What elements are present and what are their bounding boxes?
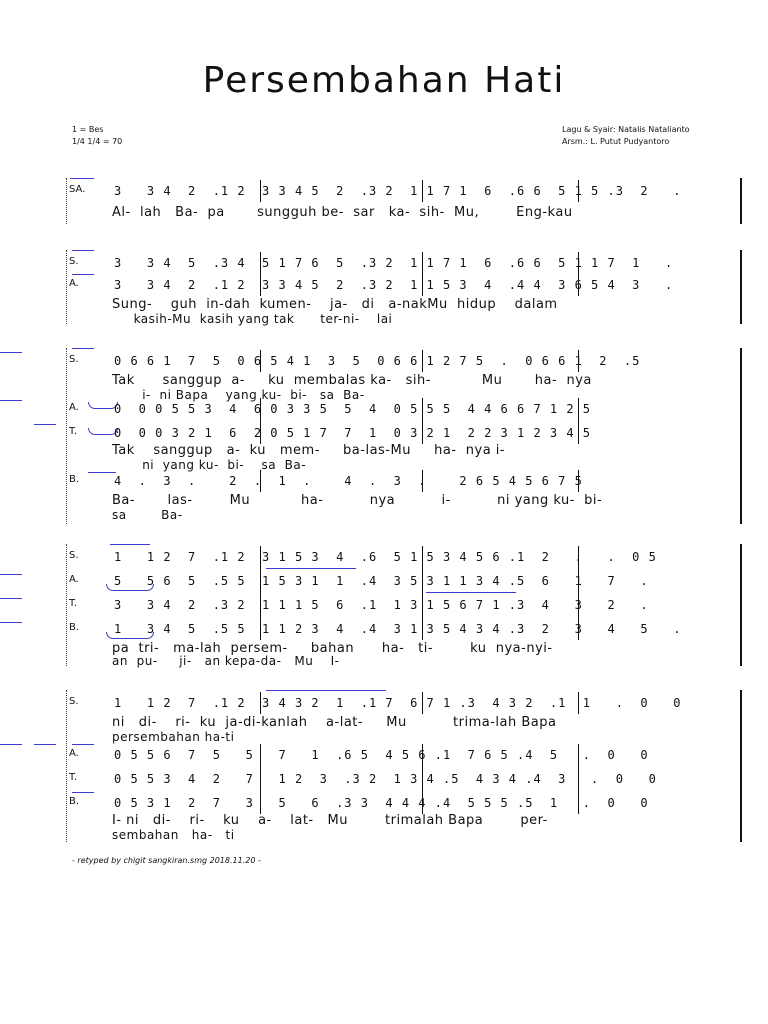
barline bbox=[260, 546, 261, 640]
slur-mark bbox=[426, 592, 516, 593]
voice-label: T. bbox=[69, 426, 78, 437]
slur-mark bbox=[266, 568, 356, 569]
system-5 bbox=[66, 690, 742, 842]
staff-row-alto bbox=[66, 572, 742, 590]
slur-mark bbox=[72, 348, 94, 349]
staff-row-soprano bbox=[66, 254, 742, 272]
note-sequence: 3 3 4 2 .1 2 3 3 4 5 2 .3 2 1 1 7 1 6 .6 6 5 1 5 .3 2 . bbox=[114, 184, 682, 198]
barline bbox=[422, 252, 423, 296]
lyric-line: an pu- ji- an kepa-da- Mu I- bbox=[112, 654, 340, 668]
margin-mark bbox=[34, 744, 56, 745]
note-sequence: 0 5 5 6 7 5 5 7 1 .6 5 4 5 6 .1 7 6 5 .4 5 . 0 0 bbox=[114, 748, 649, 762]
voice-label: S. bbox=[69, 256, 79, 267]
lyric-line: kasih-Mu kasih yang tak ter-ni- lai bbox=[112, 312, 393, 326]
voice-label: A. bbox=[69, 748, 79, 759]
voice-label: A. bbox=[69, 278, 79, 289]
slur-mark bbox=[266, 690, 386, 691]
system-bracket bbox=[66, 690, 73, 842]
key-signature: 1 = Bes bbox=[72, 125, 104, 134]
tempo-marking: 1/4 1/4 = 70 bbox=[72, 137, 123, 146]
note-sequence: 0 5 3 1 2 7 3 5 6 .3 3 4 4 4 .4 5 5 5 .5 1 . 0 0 bbox=[114, 796, 649, 810]
tie-mark bbox=[106, 632, 154, 639]
margin-mark bbox=[0, 574, 22, 575]
barline bbox=[260, 252, 261, 296]
note-sequence: 4 . 3 . 2 . 1 . 4 . 3 . 2 6 5 4 5 6 7 5 bbox=[114, 474, 583, 488]
staff-row-bass bbox=[66, 620, 742, 638]
barline bbox=[578, 546, 579, 640]
barline bbox=[260, 470, 261, 492]
staff-row-soprano bbox=[66, 694, 742, 712]
staff-row-soprano bbox=[66, 548, 742, 566]
voice-label: S. bbox=[69, 696, 79, 707]
lyric-line: sa Ba- bbox=[112, 508, 183, 522]
system-end-bar bbox=[740, 690, 742, 842]
barline bbox=[422, 350, 423, 372]
note-sequence: 0 0 0 3 2 1 6 2 0 5 1 7 7 1 0 3 2 1 2 2 3 1 2 3 4 5 bbox=[114, 426, 592, 440]
barline bbox=[578, 744, 579, 814]
lyric-line: Al- lah Ba- pa sungguh be- sar ka- sih- Mu, Eng-kau bbox=[112, 205, 573, 220]
lyric-line: Sung- guh in-dah kumen- ja- di a-nakMu hidup dalam bbox=[112, 297, 558, 312]
note-sequence: 0 5 5 3 4 2 7 1 2 3 .3 2 1 3 4 .5 4 3 4 .4 3 . 0 0 bbox=[114, 772, 657, 786]
barline bbox=[260, 350, 261, 372]
meta-right bbox=[562, 124, 690, 148]
barline bbox=[578, 398, 579, 444]
note-sequence: 5 5 6 5 .5 5 1 5 3 1 1 .4 3 5 3 1 1 3 4 .5 6 1 7 . bbox=[114, 574, 649, 588]
barline bbox=[422, 744, 423, 814]
system-4 bbox=[66, 544, 742, 666]
staff-row-alto bbox=[66, 746, 742, 764]
slur-mark bbox=[72, 744, 94, 745]
margin-mark bbox=[0, 744, 22, 745]
staff-row-tenor bbox=[66, 596, 742, 614]
margin-mark bbox=[0, 400, 22, 401]
note-sequence: 0 0 0 5 5 3 4 6 0 3 3 5 5 4 0 5 5 5 4 4 6 6 7 1 2 5 bbox=[114, 402, 592, 416]
voice-label: T. bbox=[69, 598, 78, 609]
lyric-line: I- ni di- ri- ku a- lat- Mu trimalah Bapa per- bbox=[112, 813, 548, 828]
note-sequence: 1 1 2 7 .1 2 3 4 3 2 1 .1 7 6 7 1 .3 4 3 2 .1 1 . 0 0 bbox=[114, 696, 682, 710]
barline bbox=[578, 692, 579, 714]
system-3 bbox=[66, 348, 742, 524]
barline bbox=[422, 546, 423, 640]
barline bbox=[578, 252, 579, 296]
tie-mark bbox=[106, 584, 154, 591]
system-1 bbox=[66, 178, 742, 224]
barline bbox=[260, 744, 261, 814]
staff-row-bass bbox=[66, 472, 742, 490]
barline bbox=[422, 398, 423, 444]
lyric-line: Tak sanggup a- ku mem- ba-las-Mu ha- nya i- bbox=[112, 443, 506, 458]
margin-mark bbox=[34, 424, 56, 425]
lyric-line: Tak sanggup a- ku membalas ka- sih- Mu ha- nya bbox=[112, 373, 592, 388]
barline bbox=[578, 470, 579, 492]
staff-row-alto bbox=[66, 276, 742, 294]
staff-row-bass bbox=[66, 794, 742, 812]
voice-label: S. bbox=[69, 354, 79, 365]
slur-mark bbox=[72, 792, 94, 793]
composer-credit: Lagu & Syair: Natalis Natalianto bbox=[562, 125, 690, 134]
slur-mark bbox=[110, 544, 150, 545]
meta-left bbox=[72, 124, 122, 148]
system-2 bbox=[66, 250, 742, 324]
page-title: Persembahan Hati bbox=[202, 60, 566, 101]
note-sequence: 3 3 4 2 .3 2 1 1 1 5 6 .1 1 3 1 5 6 7 1 .3 4 3 2 . bbox=[114, 598, 649, 612]
arranger-credit: Arsm.: L. Putut Pudyantoro bbox=[562, 137, 670, 146]
barline bbox=[260, 398, 261, 444]
lyric-line: i- ni Bapa yang ku- bi- sa Ba- bbox=[112, 388, 365, 402]
voice-label: T. bbox=[69, 772, 78, 783]
staff-row-alto bbox=[66, 400, 742, 418]
margin-mark bbox=[0, 352, 22, 353]
lyric-line: Ba- las- Mu ha- nya i- ni yang ku- bi- bbox=[112, 493, 603, 508]
staff-row-tenor bbox=[66, 770, 742, 788]
slur-mark bbox=[72, 274, 94, 275]
margin-mark bbox=[0, 598, 22, 599]
staff-row-soprano bbox=[66, 352, 742, 370]
voice-label: B. bbox=[69, 796, 80, 807]
voice-label: A. bbox=[69, 402, 79, 413]
note-sequence: 1 1 2 7 .1 2 3 1 5 3 4 .6 5 1 5 3 4 5 6 .1 2 . . 0 5 bbox=[114, 550, 657, 564]
lyric-line: ni di- ri- ku ja-di-kanlah a-lat- Mu trima-lah Bapa bbox=[112, 715, 557, 730]
barline bbox=[578, 180, 579, 202]
slur-mark bbox=[70, 178, 94, 179]
voice-label: S. bbox=[69, 550, 79, 561]
note-sequence: 0 6 6 1 7 5 0 6 5 4 1 3 5 0 6 6 1 2 7 5 . 0 6 6 1 2 .5 bbox=[114, 354, 641, 368]
barline bbox=[422, 180, 423, 202]
lyric-line: pa tri- ma-lah persem- bahan ha- ti- ku nya-nyi- bbox=[112, 641, 553, 656]
margin-mark bbox=[0, 622, 22, 623]
lyric-line: ni yang ku- bi- sa Ba- bbox=[112, 458, 307, 472]
staff-row bbox=[66, 182, 742, 200]
footer-credit: - retyped by chigit sangkiran.smg 2018.11.20 - bbox=[72, 856, 261, 865]
voice-label: B. bbox=[69, 474, 80, 485]
note-sequence: 1 3 4 5 .5 5 1 1 2 3 4 .4 3 1 3 5 4 3 4 .3 2 3 4 5 . bbox=[114, 622, 682, 636]
slur-mark bbox=[72, 250, 94, 251]
lyric-line: sembahan ha- ti bbox=[112, 828, 235, 842]
barline bbox=[578, 350, 579, 372]
lyric-line: persembahan ha-ti bbox=[112, 730, 235, 744]
note-sequence: 3 3 4 2 .1 2 3 3 4 5 2 .3 2 1 1 5 3 4 .4 4 3 6 5 4 3 . bbox=[114, 278, 674, 292]
barline bbox=[260, 692, 261, 714]
staff-row-tenor bbox=[66, 424, 742, 442]
barline bbox=[422, 692, 423, 714]
voice-label: SA. bbox=[69, 184, 86, 195]
barline bbox=[422, 470, 423, 492]
barline bbox=[260, 180, 261, 202]
note-sequence: 3 3 4 5 .3 4 5 1 7 6 5 .3 2 1 1 7 1 6 .6 6 5 1 1 7 1 . bbox=[114, 256, 674, 270]
voice-label: B. bbox=[69, 622, 80, 633]
voice-label: A. bbox=[69, 574, 79, 585]
